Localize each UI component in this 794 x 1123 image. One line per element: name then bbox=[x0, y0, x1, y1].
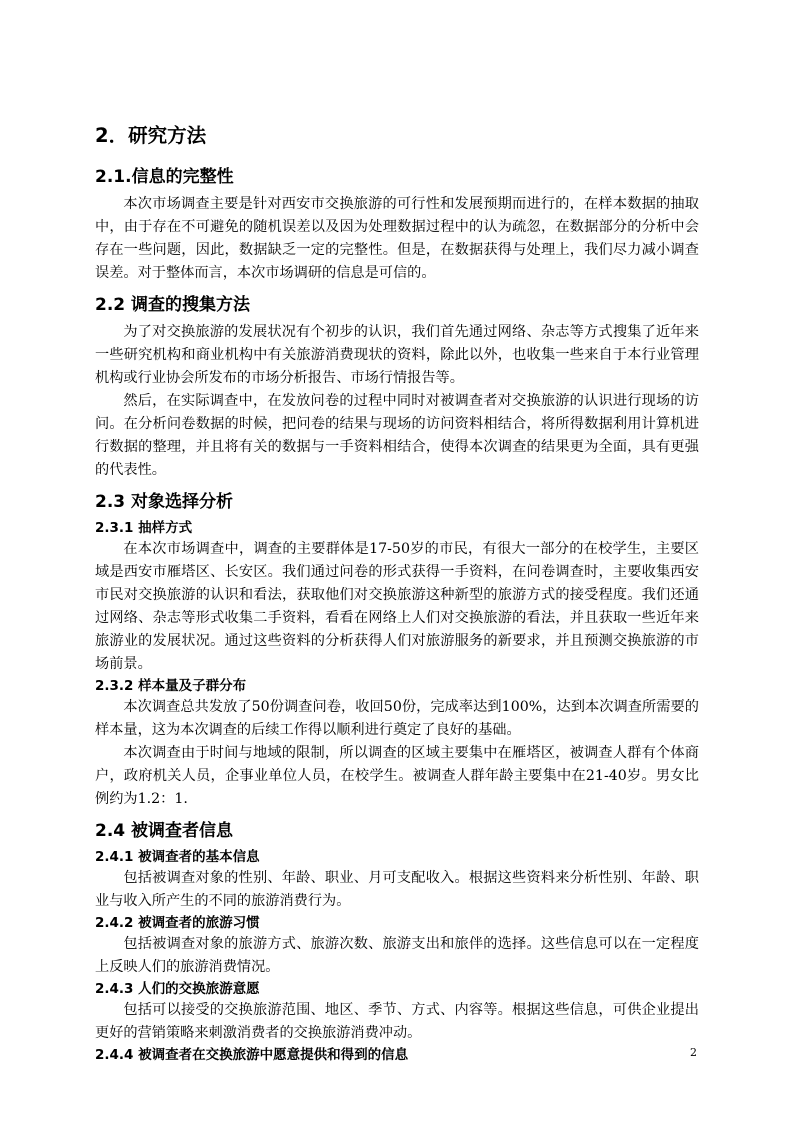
heading-object-selection: 2.3 对象选择分析 bbox=[95, 492, 234, 512]
heading-sample-size: 2.3.2 样本量及子群分布 bbox=[95, 678, 247, 694]
paragraph-exchange-willingness: 包括可以接受的交换旅游范围、地区、季节、方式、内容等。根据这些信息，可供企业提出更好的营销策略来刺激消费者的交换旅游消费冲动。 bbox=[95, 1002, 699, 1041]
heading-collection-method: 2.2 调查的搜集方法 bbox=[95, 295, 251, 315]
heading-sampling-method: 2.3.1 抽样方式 bbox=[95, 520, 193, 536]
paragraph-travel-habits: 包括被调查对象的旅游方式、旅游次数、旅游支出和旅伴的选择。这些信息可以在一定程度上反映人们的旅游消费情况。 bbox=[95, 936, 699, 975]
paragraph-collection-method-2: 然后，在实际调查中，在发放问卷的过程中同时对被调查者对交换旅游的认识进行现场的访问。在分析问卷数据的时候，把问卷的结果与现场的访问资料相结合，将所得数据利用计算机进行数据的整理，并且将有关的数据与一手资料相结合，使得本次调查的结果更为全面，具有更强的代表性。 bbox=[95, 393, 699, 478]
paragraph-info-integrity: 本次市场调查主要是针对西安市交换旅游的可行性和发展预期而进行的，在样本数据的抽取中，由于存在不可避免的随机误差以及因为处理数据过程中的认为疏忽，在数据部分的分析中会存在一些问题，因此，数据缺乏一定的完整性。但是，在数据获得与处理上，我们尽力减小调查误差。对于整体而言，本次市场调研的信息是可信的。 bbox=[95, 196, 699, 281]
paragraph-sample-size-1: 本次调查总共发放了50份调查问卷，收回50份，完成率达到100%，达到本次调查所需要的样本量，这为本次调查的后续工作得以顺利进行奠定了良好的基础。 bbox=[95, 699, 699, 738]
paragraph-collection-method-1: 为了对交换旅游的发展状况有个初步的认识，我们首先通过网络、杂志等方式搜集了近年来一些研究机构和商业机构中有关旅游消费现状的资料，除此以外，也收集一些来自于本行业管理机构或行业协会所发布的市场分析报告、市场行情报告等。 bbox=[95, 324, 699, 386]
paragraph-sampling-method: 在本次市场调查中，调查的主要群体是17-50岁的市民，有很大一部分的在校学生，主要区域是西安市雁塔区、长安区。我们通过问卷的形式获得一手资料，在问卷调查时，主要收集西安市民对交换旅游的认识和看法，获取他们对交换旅游这种新型的旅游方式的接受程度。我们还通过网络、杂志等形式收集二手资料，看看在网络上人们对交换旅游的看法，并且获取一些近年来旅游业的发展状况。通过这些资料的分析获得人们对旅游服务的新要求，并且预测交换旅游的市场前景。 bbox=[95, 541, 699, 672]
heading-respondent-info: 2.4 被调查者信息 bbox=[95, 821, 234, 841]
page-number: 2 bbox=[690, 1046, 697, 1059]
section-title: 2．研究方法 bbox=[95, 124, 207, 147]
heading-info-integrity: 2.1.信息的完整性 bbox=[95, 167, 234, 187]
paragraph-basic-info: 包括被调查对象的性别、年龄、职业、月可支配收入。根据这些资料来分析性别、年龄、职业与收入所产生的不同的旅游消费行为。 bbox=[95, 870, 699, 909]
heading-travel-habits: 2.4.2 被调查者的旅游习惯 bbox=[95, 915, 260, 931]
heading-exchange-willingness: 2.4.3 人们的交换旅游意愿 bbox=[95, 981, 260, 997]
page-content bbox=[95, 122, 699, 1065]
heading-exchange-info: 2.4.4 被调查者在交换旅游中愿意提供和得到的信息 bbox=[95, 1047, 409, 1063]
paragraph-sample-size-2: 本次调查由于时间与地域的限制，所以调查的区域主要集中在雁塔区，被调查人群有个体商户，政府机关人员，企事业单位人员，在校学生。被调查人群年龄主要集中在21-40岁。男女比例约为1.2：1. bbox=[95, 745, 699, 807]
heading-basic-info: 2.4.1 被调查者的基本信息 bbox=[95, 849, 260, 865]
